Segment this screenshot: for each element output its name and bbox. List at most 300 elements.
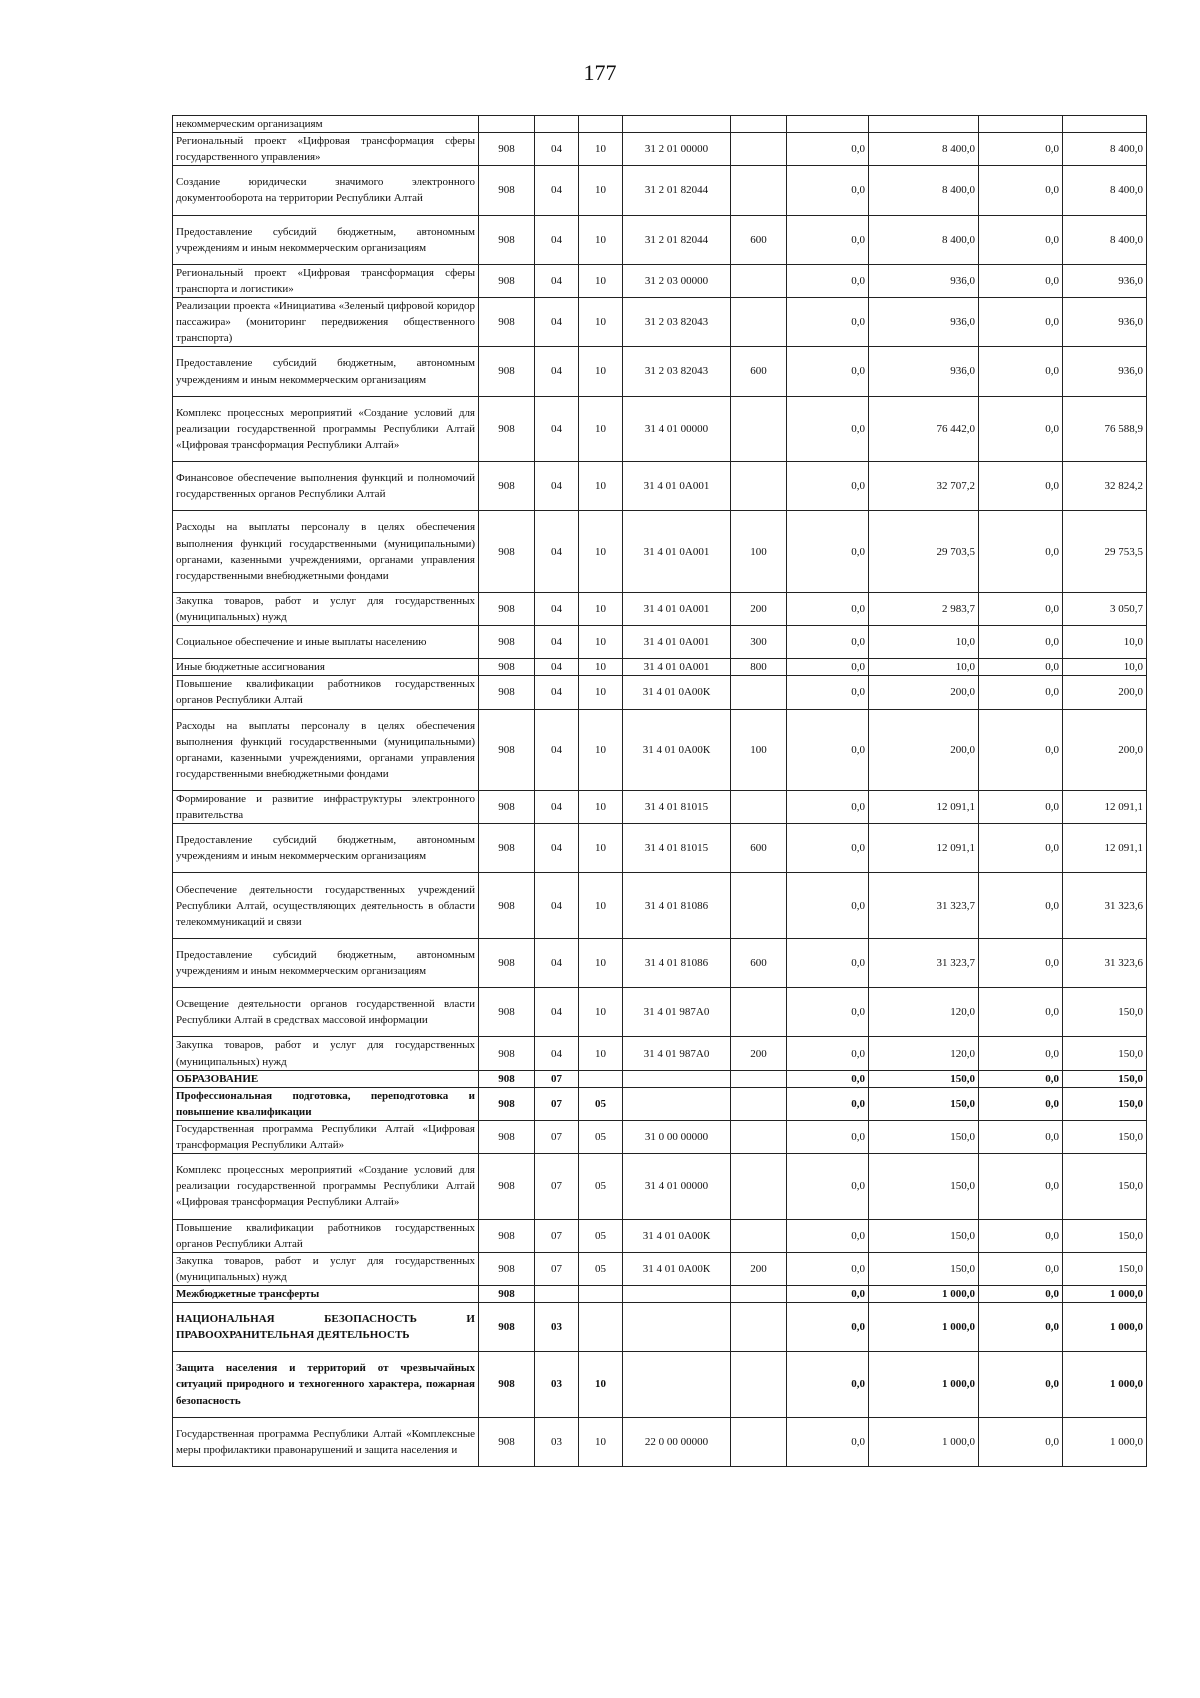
subsection-code-cell: 10 [579, 1417, 623, 1466]
budget-table-body [173, 116, 1147, 1467]
table-row [173, 133, 1147, 166]
table-row [173, 1087, 1147, 1120]
amount-col-2-cell: 1 000,0 [869, 1417, 979, 1466]
admin-code-cell: 908 [479, 511, 535, 593]
amount-col-1-cell: 0,0 [787, 347, 869, 396]
amount-col-2-cell: 150,0 [869, 1120, 979, 1153]
amount-col-2-cell: 200,0 [869, 709, 979, 791]
amount-col-2-cell [869, 116, 979, 133]
target-article-cell: 31 4 01 81015 [623, 791, 731, 824]
admin-code-cell: 908 [479, 676, 535, 709]
table-row [173, 1352, 1147, 1417]
section-code-cell: 04 [535, 873, 579, 938]
row-name-cell: Повышение квалификации работников государственных органов Республики Алтай [173, 1219, 479, 1252]
row-name-cell: Реализации проекта «Инициатива «Зеленый цифровой коридор пассажира» (мониторинг передвижения общественного транспорта) [173, 298, 479, 347]
amount-col-1-cell: 0,0 [787, 215, 869, 264]
row-name-cell: Межбюджетные трансферты [173, 1285, 479, 1302]
amount-col-2-cell: 10,0 [869, 626, 979, 659]
admin-code-cell: 908 [479, 1219, 535, 1252]
expense-type-cell [731, 166, 787, 215]
admin-code-cell: 908 [479, 1037, 535, 1070]
row-name-cell: Иные бюджетные ассигнования [173, 659, 479, 676]
admin-code-cell: 908 [479, 1120, 535, 1153]
amount-col-1-cell: 0,0 [787, 1087, 869, 1120]
amount-col-3-cell: 0,0 [979, 873, 1063, 938]
table-row [173, 988, 1147, 1037]
amount-col-1-cell: 0,0 [787, 1070, 869, 1087]
row-name-cell: Защита населения и территорий от чрезвычайных ситуаций природного и техногенного характера, пожарная безопасность [173, 1352, 479, 1417]
expense-type-cell: 600 [731, 215, 787, 264]
target-article-cell [623, 1302, 731, 1351]
table-row [173, 824, 1147, 873]
amount-col-2-cell: 120,0 [869, 988, 979, 1037]
expense-type-cell [731, 1285, 787, 1302]
table-row [173, 1120, 1147, 1153]
amount-col-4-cell: 150,0 [1063, 1219, 1147, 1252]
amount-col-1-cell: 0,0 [787, 873, 869, 938]
amount-col-4-cell: 150,0 [1063, 1070, 1147, 1087]
row-name-cell: Региональный проект «Цифровая трансформация сферы транспорта и логистики» [173, 264, 479, 297]
expense-type-cell [731, 1154, 787, 1219]
amount-col-2-cell: 10,0 [869, 659, 979, 676]
row-name-cell: Профессиональная подготовка, переподготовка и повышение квалификации [173, 1087, 479, 1120]
admin-code-cell: 908 [479, 1154, 535, 1219]
row-name-cell: Освещение деятельности органов государственной власти Республики Алтай в средствах массовой информации [173, 988, 479, 1037]
amount-col-3-cell: 0,0 [979, 264, 1063, 297]
admin-code-cell: 908 [479, 133, 535, 166]
amount-col-1-cell: 0,0 [787, 659, 869, 676]
table-row [173, 592, 1147, 625]
amount-col-3-cell: 0,0 [979, 1087, 1063, 1120]
amount-col-1-cell: 0,0 [787, 511, 869, 593]
amount-col-3-cell: 0,0 [979, 1154, 1063, 1219]
row-name-cell: Социальное обеспечение и иные выплаты населению [173, 626, 479, 659]
section-code-cell: 03 [535, 1417, 579, 1466]
amount-col-4-cell: 150,0 [1063, 1087, 1147, 1120]
target-article-cell: 31 2 01 82044 [623, 166, 731, 215]
admin-code-cell: 908 [479, 791, 535, 824]
amount-col-3-cell: 0,0 [979, 1070, 1063, 1087]
admin-code-cell: 908 [479, 873, 535, 938]
target-article-cell [623, 1087, 731, 1120]
amount-col-2-cell: 150,0 [869, 1219, 979, 1252]
amount-col-4-cell: 32 824,2 [1063, 462, 1147, 511]
amount-col-2-cell: 1 000,0 [869, 1352, 979, 1417]
expense-type-cell [731, 791, 787, 824]
amount-col-1-cell: 0,0 [787, 1120, 869, 1153]
amount-col-4-cell: 29 753,5 [1063, 511, 1147, 593]
amount-col-2-cell: 8 400,0 [869, 133, 979, 166]
section-code-cell: 07 [535, 1070, 579, 1087]
table-row [173, 1302, 1147, 1351]
target-article-cell: 31 4 01 0А00К [623, 709, 731, 791]
section-code-cell: 04 [535, 791, 579, 824]
amount-col-3-cell: 0,0 [979, 1120, 1063, 1153]
table-row [173, 1417, 1147, 1466]
target-article-cell: 31 4 01 0А001 [623, 626, 731, 659]
amount-col-4-cell: 12 091,1 [1063, 824, 1147, 873]
row-name-cell: Предоставление субсидий бюджетным, автономным учреждениям и иным некоммерческим организациям [173, 215, 479, 264]
target-article-cell: 31 4 01 00000 [623, 1154, 731, 1219]
section-code-cell: 04 [535, 659, 579, 676]
amount-col-4-cell: 150,0 [1063, 988, 1147, 1037]
amount-col-1-cell: 0,0 [787, 938, 869, 987]
subsection-code-cell: 10 [579, 791, 623, 824]
table-row [173, 264, 1147, 297]
subsection-code-cell: 10 [579, 462, 623, 511]
subsection-code-cell: 10 [579, 166, 623, 215]
table-row [173, 116, 1147, 133]
target-article-cell: 31 4 01 0А00К [623, 676, 731, 709]
amount-col-2-cell: 12 091,1 [869, 791, 979, 824]
target-article-cell: 31 4 01 0А001 [623, 592, 731, 625]
section-code-cell: 04 [535, 298, 579, 347]
section-code-cell: 04 [535, 626, 579, 659]
target-article-cell [623, 1285, 731, 1302]
expense-type-cell: 200 [731, 1037, 787, 1070]
subsection-code-cell: 05 [579, 1087, 623, 1120]
subsection-code-cell: 10 [579, 396, 623, 461]
section-code-cell: 04 [535, 347, 579, 396]
subsection-code-cell: 10 [579, 215, 623, 264]
page-number: 177 [583, 60, 617, 85]
expense-type-cell [731, 1352, 787, 1417]
amount-col-4-cell: 1 000,0 [1063, 1302, 1147, 1351]
target-article-cell: 31 4 01 00000 [623, 396, 731, 461]
table-row [173, 462, 1147, 511]
amount-col-4-cell: 150,0 [1063, 1252, 1147, 1285]
amount-col-3-cell: 0,0 [979, 1352, 1063, 1417]
admin-code-cell: 908 [479, 166, 535, 215]
amount-col-2-cell: 936,0 [869, 264, 979, 297]
subsection-code-cell: 05 [579, 1252, 623, 1285]
subsection-code-cell: 05 [579, 1120, 623, 1153]
amount-col-1-cell [787, 116, 869, 133]
target-article-cell: 31 4 01 81015 [623, 824, 731, 873]
target-article-cell: 31 4 01 81086 [623, 873, 731, 938]
subsection-code-cell [579, 1070, 623, 1087]
section-code-cell: 03 [535, 1302, 579, 1351]
admin-code-cell: 908 [479, 988, 535, 1037]
admin-code-cell: 908 [479, 1352, 535, 1417]
amount-col-2-cell: 31 323,7 [869, 938, 979, 987]
amount-col-2-cell: 1 000,0 [869, 1285, 979, 1302]
amount-col-2-cell: 150,0 [869, 1087, 979, 1120]
amount-col-4-cell: 31 323,6 [1063, 938, 1147, 987]
expense-type-cell: 200 [731, 1252, 787, 1285]
table-row [173, 1252, 1147, 1285]
target-article-cell: 31 4 01 81086 [623, 938, 731, 987]
amount-col-3-cell: 0,0 [979, 1302, 1063, 1351]
admin-code-cell: 908 [479, 626, 535, 659]
row-name-cell: Государственная программа Республики Алтай «Комплексные меры профилактики правонарушений и защита населения и [173, 1417, 479, 1466]
table-row [173, 1285, 1147, 1302]
amount-col-3-cell: 0,0 [979, 462, 1063, 511]
row-name-cell: Формирование и развитие инфраструктуры электронного правительства [173, 791, 479, 824]
subsection-code-cell: 10 [579, 1037, 623, 1070]
section-code-cell: 04 [535, 511, 579, 593]
row-name-cell: Финансовое обеспечение выполнения функций и полномочий государственных органов Республики Алтай [173, 462, 479, 511]
admin-code-cell: 908 [479, 264, 535, 297]
amount-col-1-cell: 0,0 [787, 709, 869, 791]
amount-col-2-cell: 150,0 [869, 1252, 979, 1285]
amount-col-3-cell: 0,0 [979, 791, 1063, 824]
target-article-cell: 31 2 03 82043 [623, 298, 731, 347]
amount-col-3-cell: 0,0 [979, 298, 1063, 347]
expense-type-cell [731, 873, 787, 938]
target-article-cell: 31 4 01 0А001 [623, 511, 731, 593]
admin-code-cell: 908 [479, 1417, 535, 1466]
amount-col-4-cell: 10,0 [1063, 626, 1147, 659]
admin-code-cell: 908 [479, 709, 535, 791]
admin-code-cell: 908 [479, 396, 535, 461]
subsection-code-cell: 10 [579, 347, 623, 396]
section-code-cell: 04 [535, 676, 579, 709]
amount-col-2-cell: 120,0 [869, 1037, 979, 1070]
amount-col-2-cell: 12 091,1 [869, 824, 979, 873]
amount-col-3-cell: 0,0 [979, 824, 1063, 873]
amount-col-3-cell: 0,0 [979, 676, 1063, 709]
amount-col-4-cell: 10,0 [1063, 659, 1147, 676]
expense-type-cell [731, 1417, 787, 1466]
amount-col-1-cell: 0,0 [787, 1417, 869, 1466]
amount-col-1-cell: 0,0 [787, 396, 869, 461]
section-code-cell: 04 [535, 166, 579, 215]
expense-type-cell: 100 [731, 709, 787, 791]
amount-col-3-cell: 0,0 [979, 1219, 1063, 1252]
row-name-cell: Расходы на выплаты персоналу в целях обеспечения выполнения функций государственными (муниципальными) органами, казенными учреждениями, органами управления государственными внебюджетными фондами [173, 511, 479, 593]
section-code-cell: 04 [535, 215, 579, 264]
subsection-code-cell: 10 [579, 988, 623, 1037]
target-article-cell: 31 2 03 00000 [623, 264, 731, 297]
amount-col-1-cell: 0,0 [787, 1252, 869, 1285]
amount-col-1-cell: 0,0 [787, 1352, 869, 1417]
table-row [173, 166, 1147, 215]
row-name-cell: Региональный проект «Цифровая трансформация сферы государственного управления» [173, 133, 479, 166]
target-article-cell [623, 116, 731, 133]
admin-code-cell: 908 [479, 1252, 535, 1285]
row-name-cell: некоммерческим организациям [173, 116, 479, 133]
amount-col-1-cell: 0,0 [787, 462, 869, 511]
amount-col-2-cell: 8 400,0 [869, 166, 979, 215]
amount-col-4-cell: 150,0 [1063, 1154, 1147, 1219]
target-article-cell: 31 2 01 00000 [623, 133, 731, 166]
expense-type-cell [731, 1219, 787, 1252]
admin-code-cell: 908 [479, 347, 535, 396]
section-code-cell [535, 1285, 579, 1302]
target-article-cell: 31 4 01 987А0 [623, 1037, 731, 1070]
amount-col-2-cell: 2 983,7 [869, 592, 979, 625]
amount-col-1-cell: 0,0 [787, 264, 869, 297]
amount-col-2-cell: 936,0 [869, 347, 979, 396]
section-code-cell: 07 [535, 1087, 579, 1120]
section-code-cell: 04 [535, 462, 579, 511]
amount-col-1-cell: 0,0 [787, 1219, 869, 1252]
expense-type-cell: 600 [731, 824, 787, 873]
target-article-cell: 31 4 01 0А001 [623, 659, 731, 676]
expense-type-cell [731, 1087, 787, 1120]
admin-code-cell: 908 [479, 1070, 535, 1087]
expense-type-cell [731, 462, 787, 511]
amount-col-4-cell: 1 000,0 [1063, 1417, 1147, 1466]
row-name-cell: Закупка товаров, работ и услуг для государственных (муниципальных) нужд [173, 592, 479, 625]
row-name-cell: Закупка товаров, работ и услуг для государственных (муниципальных) нужд [173, 1037, 479, 1070]
table-row [173, 791, 1147, 824]
row-name-cell: Комплекс процессных мероприятий «Создание условий для реализации государственной программы Республики Алтай «Цифровая трансформация Республики Алтай» [173, 1154, 479, 1219]
amount-col-4-cell: 936,0 [1063, 347, 1147, 396]
target-article-cell: 22 0 00 00000 [623, 1417, 731, 1466]
expense-type-cell [731, 133, 787, 166]
subsection-code-cell: 10 [579, 133, 623, 166]
admin-code-cell: 908 [479, 462, 535, 511]
amount-col-4-cell: 200,0 [1063, 709, 1147, 791]
section-code-cell: 03 [535, 1352, 579, 1417]
subsection-code-cell: 10 [579, 511, 623, 593]
subsection-code-cell: 10 [579, 709, 623, 791]
amount-col-2-cell: 29 703,5 [869, 511, 979, 593]
section-code-cell: 04 [535, 133, 579, 166]
expense-type-cell: 100 [731, 511, 787, 593]
amount-col-3-cell: 0,0 [979, 347, 1063, 396]
row-name-cell: Государственная программа Республики Алтай «Цифровая трансформация Республики Алтай» [173, 1120, 479, 1153]
expense-type-cell: 300 [731, 626, 787, 659]
amount-col-4-cell: 150,0 [1063, 1120, 1147, 1153]
admin-code-cell: 908 [479, 215, 535, 264]
admin-code-cell: 908 [479, 298, 535, 347]
amount-col-2-cell: 76 442,0 [869, 396, 979, 461]
section-code-cell: 04 [535, 592, 579, 625]
expense-type-cell [731, 116, 787, 133]
table-row [173, 659, 1147, 676]
amount-col-3-cell: 0,0 [979, 1285, 1063, 1302]
subsection-code-cell: 10 [579, 938, 623, 987]
row-name-cell: Обеспечение деятельности государственных учреждений Республики Алтай, осуществляющих деятельность в области телекоммуникаций и связи [173, 873, 479, 938]
admin-code-cell: 908 [479, 938, 535, 987]
row-name-cell: Закупка товаров, работ и услуг для государственных (муниципальных) нужд [173, 1252, 479, 1285]
amount-col-4-cell: 8 400,0 [1063, 215, 1147, 264]
amount-col-1-cell: 0,0 [787, 133, 869, 166]
subsection-code-cell: 10 [579, 873, 623, 938]
admin-code-cell: 908 [479, 824, 535, 873]
expense-type-cell [731, 298, 787, 347]
row-name-cell: Создание юридически значимого электронного документооборота на территории Республики Алтай [173, 166, 479, 215]
amount-col-1-cell: 0,0 [787, 1037, 869, 1070]
subsection-code-cell [579, 1302, 623, 1351]
amount-col-1-cell: 0,0 [787, 1154, 869, 1219]
amount-col-4-cell: 936,0 [1063, 264, 1147, 297]
amount-col-2-cell: 31 323,7 [869, 873, 979, 938]
amount-col-2-cell: 150,0 [869, 1070, 979, 1087]
table-row [173, 347, 1147, 396]
section-code-cell: 07 [535, 1120, 579, 1153]
amount-col-1-cell: 0,0 [787, 298, 869, 347]
table-row [173, 709, 1147, 791]
table-row [173, 298, 1147, 347]
amount-col-3-cell: 0,0 [979, 938, 1063, 987]
subsection-code-cell: 10 [579, 626, 623, 659]
expense-type-cell [731, 1120, 787, 1153]
admin-code-cell: 908 [479, 659, 535, 676]
amount-col-4-cell: 150,0 [1063, 1037, 1147, 1070]
amount-col-3-cell [979, 116, 1063, 133]
expense-type-cell: 600 [731, 938, 787, 987]
amount-col-1-cell: 0,0 [787, 1285, 869, 1302]
amount-col-3-cell: 0,0 [979, 988, 1063, 1037]
amount-col-3-cell: 0,0 [979, 1037, 1063, 1070]
row-name-cell: Повышение квалификации работников государственных органов Республики Алтай [173, 676, 479, 709]
target-article-cell [623, 1070, 731, 1087]
target-article-cell: 31 0 00 00000 [623, 1120, 731, 1153]
row-name-cell: Предоставление субсидий бюджетным, автономным учреждениям и иным некоммерческим организациям [173, 824, 479, 873]
target-article-cell: 31 2 01 82044 [623, 215, 731, 264]
amount-col-1-cell: 0,0 [787, 824, 869, 873]
admin-code-cell: 908 [479, 1302, 535, 1351]
table-row [173, 626, 1147, 659]
table-row [173, 511, 1147, 593]
table-row [173, 1070, 1147, 1087]
subsection-code-cell: 10 [579, 676, 623, 709]
section-code-cell: 04 [535, 264, 579, 297]
amount-col-3-cell: 0,0 [979, 1252, 1063, 1285]
amount-col-4-cell: 200,0 [1063, 676, 1147, 709]
amount-col-3-cell: 0,0 [979, 215, 1063, 264]
amount-col-4-cell: 8 400,0 [1063, 166, 1147, 215]
subsection-code-cell [579, 1285, 623, 1302]
expense-type-cell [731, 1070, 787, 1087]
section-code-cell: 04 [535, 1037, 579, 1070]
amount-col-2-cell: 1 000,0 [869, 1302, 979, 1351]
amount-col-4-cell: 76 588,9 [1063, 396, 1147, 461]
row-name-cell: Предоставление субсидий бюджетным, автономным учреждениям и иным некоммерческим организациям [173, 347, 479, 396]
amount-col-3-cell: 0,0 [979, 709, 1063, 791]
amount-col-2-cell: 200,0 [869, 676, 979, 709]
subsection-code-cell [579, 116, 623, 133]
target-article-cell: 31 4 01 0А00К [623, 1252, 731, 1285]
row-name-cell: НАЦИОНАЛЬНАЯ БЕЗОПАСНОСТЬ И ПРАВООХРАНИТЕЛЬНАЯ ДЕЯТЕЛЬНОСТЬ [173, 1302, 479, 1351]
target-article-cell [623, 1352, 731, 1417]
subsection-code-cell: 10 [579, 1352, 623, 1417]
amount-col-1-cell: 0,0 [787, 626, 869, 659]
admin-code-cell: 908 [479, 592, 535, 625]
section-code-cell: 04 [535, 988, 579, 1037]
amount-col-3-cell: 0,0 [979, 626, 1063, 659]
expense-type-cell [731, 1302, 787, 1351]
table-row [173, 938, 1147, 987]
section-code-cell: 04 [535, 824, 579, 873]
amount-col-3-cell: 0,0 [979, 659, 1063, 676]
expense-type-cell [731, 264, 787, 297]
amount-col-1-cell: 0,0 [787, 988, 869, 1037]
amount-col-3-cell: 0,0 [979, 1417, 1063, 1466]
amount-col-4-cell [1063, 116, 1147, 133]
table-row [173, 215, 1147, 264]
row-name-cell: Предоставление субсидий бюджетным, автономным учреждениям и иным некоммерческим организациям [173, 938, 479, 987]
amount-col-3-cell: 0,0 [979, 166, 1063, 215]
table-row [173, 1037, 1147, 1070]
subsection-code-cell: 10 [579, 298, 623, 347]
section-code-cell: 04 [535, 938, 579, 987]
expense-type-cell [731, 396, 787, 461]
expense-type-cell: 800 [731, 659, 787, 676]
expense-type-cell [731, 988, 787, 1037]
table-row [173, 873, 1147, 938]
subsection-code-cell: 05 [579, 1154, 623, 1219]
table-row [173, 1154, 1147, 1219]
section-code-cell: 07 [535, 1252, 579, 1285]
admin-code-cell [479, 116, 535, 133]
expense-type-cell: 200 [731, 592, 787, 625]
section-code-cell: 04 [535, 709, 579, 791]
